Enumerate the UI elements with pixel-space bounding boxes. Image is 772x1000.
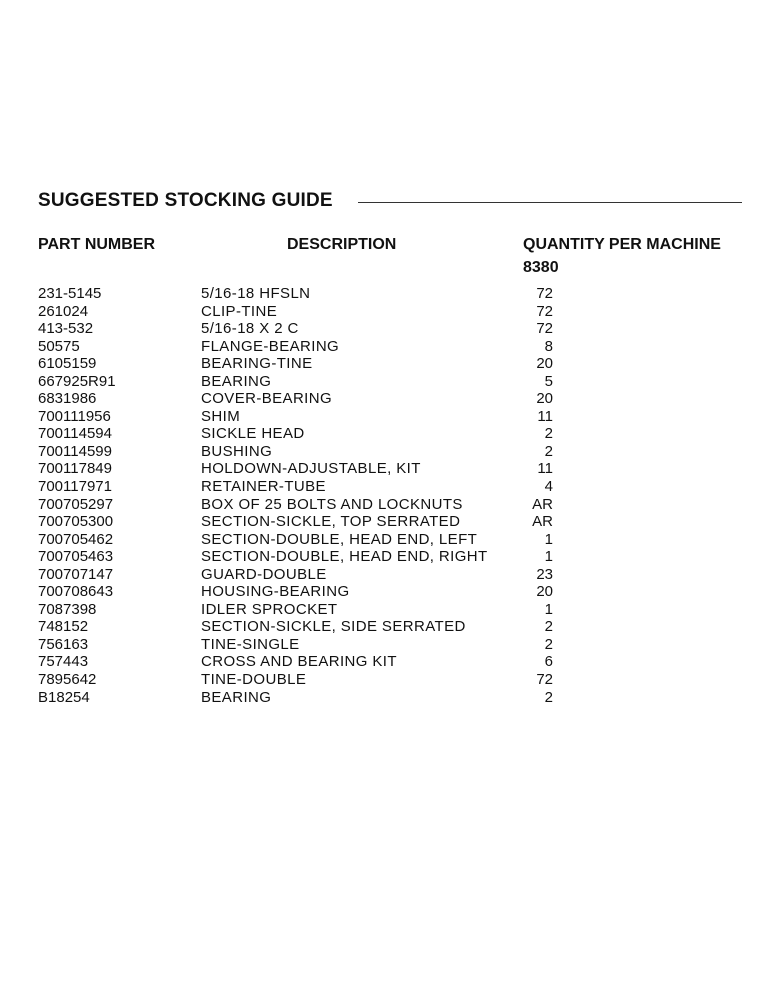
part-description: BEARING-TINE (201, 355, 313, 373)
part-number: 261024 (38, 302, 89, 320)
part-number: 700705300 (38, 513, 114, 531)
part-number: 700114594 (38, 425, 112, 443)
part-quantity: AR (532, 513, 553, 531)
part-number: 6105159 (38, 355, 97, 373)
part-description: HOUSING-BEARING (201, 583, 350, 601)
part-description: RETAINER-TUBE (201, 478, 326, 496)
part-number: B18254 (38, 688, 90, 706)
page-title: SUGGESTED STOCKING GUIDE (38, 190, 333, 211)
part-quantity: 20 (536, 390, 553, 408)
part-number: 700705463 (38, 548, 114, 566)
part-number: 700117971 (38, 478, 112, 496)
part-number: 700111956 (38, 407, 111, 425)
part-quantity: 1 (544, 530, 553, 548)
part-quantity: AR (532, 495, 553, 513)
part-number: 700708643 (38, 583, 114, 601)
part-number: 6831986 (38, 390, 97, 408)
part-description: CLIP-TINE (201, 302, 278, 320)
part-description: COVER-BEARING (201, 390, 333, 408)
header-description: DESCRIPTION (287, 236, 397, 253)
part-description: SECTION-DOUBLE, HEAD END, LEFT (201, 530, 478, 548)
part-quantity: 23 (536, 565, 553, 583)
part-description: BUSHING (201, 442, 273, 460)
part-quantity: 2 (544, 688, 553, 706)
part-description: SICKLE HEAD (201, 425, 305, 443)
part-description: BEARING (201, 688, 272, 706)
part-quantity: 11 (537, 460, 553, 478)
part-description: TINE-DOUBLE (201, 671, 307, 689)
part-number: 7087398 (38, 600, 97, 618)
part-quantity: 5 (544, 372, 553, 390)
part-quantity: 8 (544, 337, 553, 355)
header-model: 8380 (523, 259, 559, 276)
part-number: 7895642 (38, 671, 97, 689)
part-quantity: 20 (536, 583, 553, 601)
part-quantity: 2 (544, 442, 553, 460)
part-quantity: 2 (544, 635, 553, 653)
part-number: 231-5145 (38, 285, 102, 302)
header-part-number: PART NUMBER (38, 236, 156, 253)
part-quantity: 72 (536, 671, 553, 689)
part-description: SECTION-SICKLE, TOP SERRATED (201, 513, 461, 531)
part-description: HOLDOWN-ADJUSTABLE, KIT (201, 460, 421, 478)
part-number: 700117849 (38, 460, 112, 478)
part-quantity: 4 (544, 478, 553, 496)
part-number: 667925R91 (38, 372, 116, 390)
part-quantity: 20 (536, 355, 553, 373)
part-description: GUARD-DOUBLE (201, 565, 327, 583)
part-number: 748152 (38, 618, 89, 636)
part-quantity: 72 (536, 285, 553, 302)
title-rule (358, 202, 742, 203)
part-quantity: 2 (544, 425, 553, 443)
part-description: CROSS AND BEARING KIT (201, 653, 397, 671)
part-number: 757443 (38, 653, 89, 671)
part-quantity: 1 (544, 600, 553, 618)
part-number: 700705297 (38, 495, 114, 513)
part-description: BOX OF 25 BOLTS AND LOCKNUTS (201, 495, 463, 513)
part-quantity: 11 (537, 407, 553, 425)
part-number: 50575 (38, 337, 80, 355)
part-description: BEARING (201, 372, 272, 390)
part-description: SHIM (201, 407, 241, 425)
part-description: TINE-SINGLE (201, 635, 300, 653)
part-description: SECTION-DOUBLE, HEAD END, RIGHT (201, 548, 488, 566)
part-number: 700114599 (38, 442, 112, 460)
part-quantity: 2 (544, 618, 553, 636)
part-description: FLANGE-BEARING (201, 337, 340, 355)
part-quantity: 6 (544, 653, 553, 671)
part-number: 700707147 (38, 565, 114, 583)
part-quantity: 1 (544, 548, 553, 566)
part-quantity: 72 (536, 302, 553, 320)
part-number: 756163 (38, 635, 89, 653)
part-number: 700705462 (38, 530, 114, 548)
part-number: 413-532 (38, 320, 94, 338)
part-quantity: 72 (536, 320, 553, 338)
header-quantity: QUANTITY PER MACHINE (523, 236, 721, 253)
part-description: IDLER SPROCKET (201, 600, 338, 618)
part-description: 5/16-18 X 2 C (201, 320, 299, 338)
part-description: 5/16-18 HFSLN (201, 285, 311, 302)
part-description: SECTION-SICKLE, SIDE SERRATED (201, 618, 466, 636)
